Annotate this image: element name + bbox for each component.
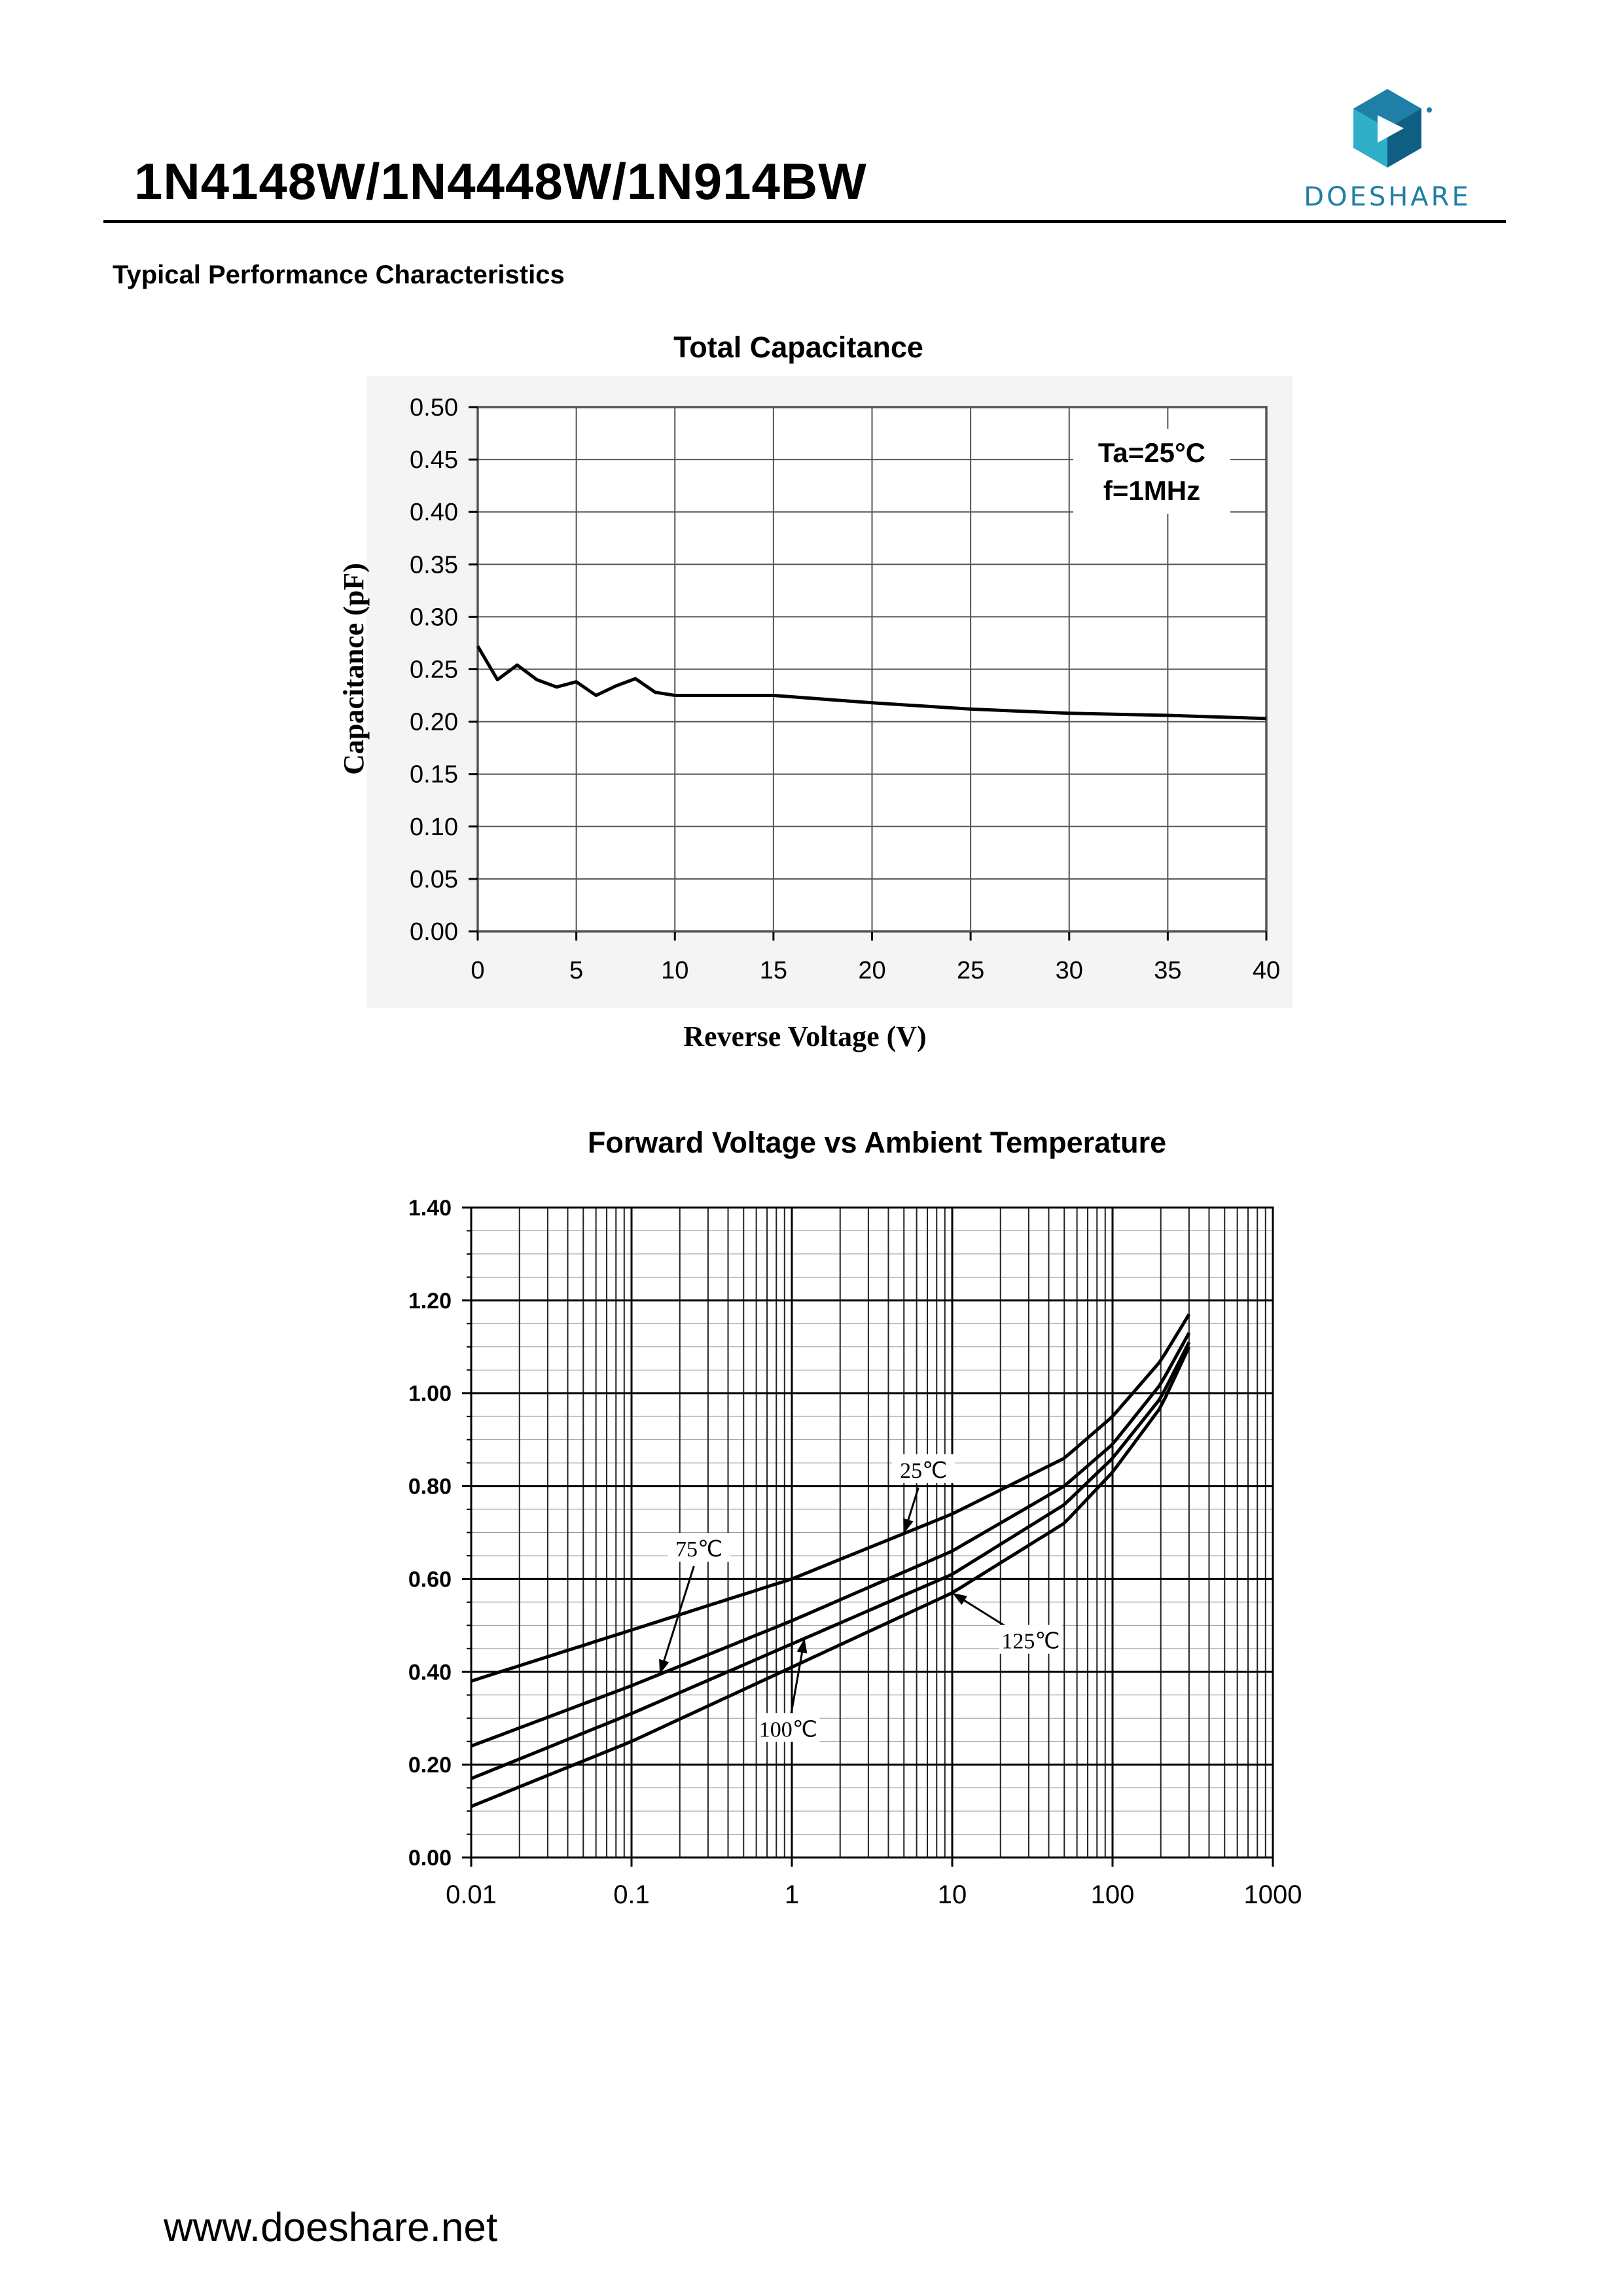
- x-tick-label: 40: [1252, 957, 1281, 984]
- x-tick-label: 100: [1090, 1880, 1135, 1909]
- x-tick-label: 35: [1154, 957, 1182, 984]
- x-tick-label: 15: [759, 957, 788, 984]
- logo-wordmark: DOESHARE: [1304, 182, 1471, 212]
- y-tick-label: 0.05: [410, 865, 458, 893]
- x-tick-label: 1000: [1243, 1880, 1302, 1909]
- annotation-label: 100℃: [758, 1717, 817, 1742]
- x-axis-label: Reverse Voltage (V): [683, 1020, 927, 1052]
- chart-title-capacitance: Total Capacitance: [673, 331, 923, 364]
- y-tick-label: 0.80: [408, 1474, 452, 1499]
- y-tick-label: 0.25: [410, 656, 458, 684]
- y-tick-label: 0.30: [410, 603, 458, 632]
- y-tick-label: 1.20: [408, 1288, 452, 1314]
- chart-title-forward-voltage: Forward Voltage vs Ambient Temperature: [587, 1126, 1167, 1159]
- y-tick-label: 0.50: [410, 394, 458, 422]
- y-tick-label: 1.40: [408, 1196, 452, 1221]
- y-tick-label: 0.45: [410, 446, 458, 475]
- y-tick-label: 0.40: [410, 499, 458, 527]
- footer-url: www.doeshare.net: [164, 2205, 498, 2250]
- annotation-label: 25℃: [900, 1459, 948, 1484]
- annotation-temperature: Ta=25°C: [1097, 437, 1206, 468]
- annotation-label: 75℃: [675, 1537, 723, 1562]
- annotation-frequency: f=1MHz: [1103, 475, 1201, 506]
- x-tick-label: 20: [858, 957, 886, 984]
- x-tick-label: 5: [569, 957, 584, 984]
- x-tick-label: 30: [1055, 957, 1083, 984]
- y-tick-label: 0.60: [408, 1567, 452, 1592]
- page-title: 1N4148W/1N4448W/1N914BW: [134, 152, 867, 210]
- y-tick-label: 0.00: [410, 918, 458, 946]
- y-tick-label: 0.00: [408, 1846, 452, 1871]
- y-tick-label: 1.00: [408, 1381, 452, 1407]
- x-tick-label: 10: [937, 1880, 967, 1909]
- annotation-label: 125℃: [1001, 1629, 1060, 1654]
- x-tick-label: 0.1: [613, 1880, 650, 1909]
- x-tick-label: 1: [784, 1880, 800, 1909]
- x-tick-label: 0: [471, 957, 485, 984]
- y-tick-label: 0.40: [408, 1660, 452, 1685]
- x-tick-label: 25: [956, 957, 985, 984]
- y-tick-label: 0.20: [408, 1753, 452, 1778]
- y-tick-label: 0.10: [410, 813, 458, 841]
- y-axis-label: Capacitance (pF): [338, 563, 370, 775]
- section-title: Typical Performance Characteristics: [113, 260, 565, 289]
- y-tick-label: 0.15: [410, 761, 458, 789]
- y-tick-label: 0.20: [410, 708, 458, 736]
- y-tick-label: 0.35: [410, 551, 458, 579]
- x-tick-label: 10: [661, 957, 689, 984]
- x-tick-label: 0.01: [446, 1880, 497, 1909]
